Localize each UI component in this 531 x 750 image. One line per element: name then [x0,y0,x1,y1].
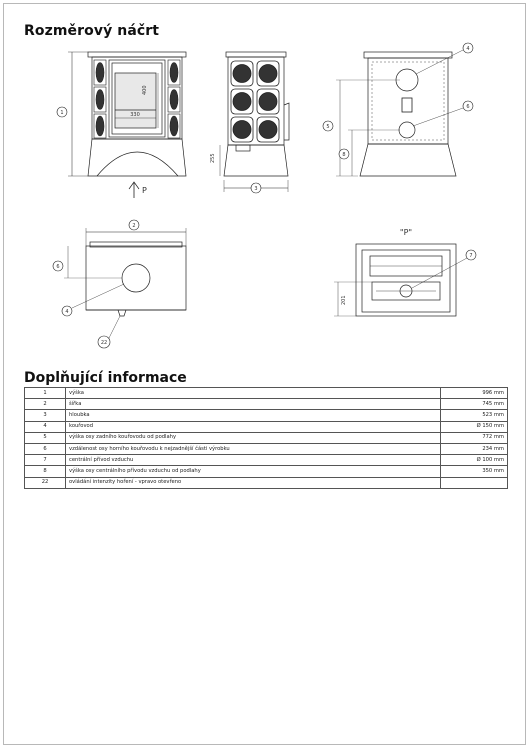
row-value: 350 mm [441,466,508,477]
callout-4-rear-label: 4 [466,46,470,52]
row-number: 8 [25,466,66,477]
front-view-drawing [68,52,186,198]
row-label: kouřovod [66,421,441,432]
door-height-label: 400 [142,85,148,95]
bottom-view-title: "P" [399,228,413,237]
row-number: 1 [25,388,66,399]
row-number: 3 [25,410,66,421]
table-row [25,455,508,466]
row-label: hloubka [66,410,441,421]
bottom-dim-label: 201 [341,295,347,305]
callout-6-label: 6 [56,264,60,270]
callout-1-label: 1 [60,110,64,116]
door-width-label: 330 [130,112,140,118]
row-value: 523 mm [441,410,508,421]
side-view-drawing [220,52,289,192]
table-row [25,399,508,410]
row-value: Ø 100 mm [441,455,508,466]
callout-7-rear-label: 6 [466,104,470,110]
top-view-drawing [64,228,186,340]
callout-2-label: 2 [132,223,136,229]
row-value: 772 mm [441,432,508,443]
row-value: 234 mm [441,443,508,454]
table-row [25,466,508,477]
row-number: 4 [25,421,66,432]
row-label: vzdálenost osy horního kouřovodu k nejzadnější části výrobku [66,443,441,454]
row-label: výška osy zadního kouřovodu od podlahy [66,432,441,443]
row-value: Ø 150 mm [441,421,508,432]
info-table [24,387,508,489]
table-row [25,410,508,421]
callout-7-bottom-label: 7 [469,253,473,259]
row-number: 6 [25,443,66,454]
row-label: výška osy centrálního přívodu vzduchu od podlahy [66,466,441,477]
table-row [25,443,508,454]
table-row [25,388,508,399]
row-label: šířka [66,399,441,410]
callout-8-label: 8 [342,152,346,158]
callout-4-label: 4 [65,309,69,315]
row-label: centrální přívod vzduchu [66,455,441,466]
section-title-dimensions: Rozměrový náčrt [24,23,160,39]
row-number: 22 [25,477,66,488]
dimension-drawings [0,0,531,360]
table-row [25,477,508,488]
row-value: 996 mm [441,388,508,399]
row-number: 2 [25,399,66,410]
bottom-view-drawing [334,244,467,316]
row-number: 7 [25,455,66,466]
rear-view-drawing [336,50,463,176]
row-value [441,477,508,488]
base-height-label: 255 [210,153,216,163]
row-label: výška [66,388,441,399]
row-value: 745 mm [441,399,508,410]
row-label: ovládání intenzity hoření - vpravo otevřeno [66,477,441,488]
view-arrow-label: P [142,186,147,195]
row-number: 5 [25,432,66,443]
callout-22-label: 22 [100,340,108,346]
table-row [25,432,508,443]
section-title-info: Doplňující informace [24,370,187,386]
table-row [25,421,508,432]
callout-3-label: 3 [254,186,258,192]
callout-5-label: 5 [326,124,330,130]
